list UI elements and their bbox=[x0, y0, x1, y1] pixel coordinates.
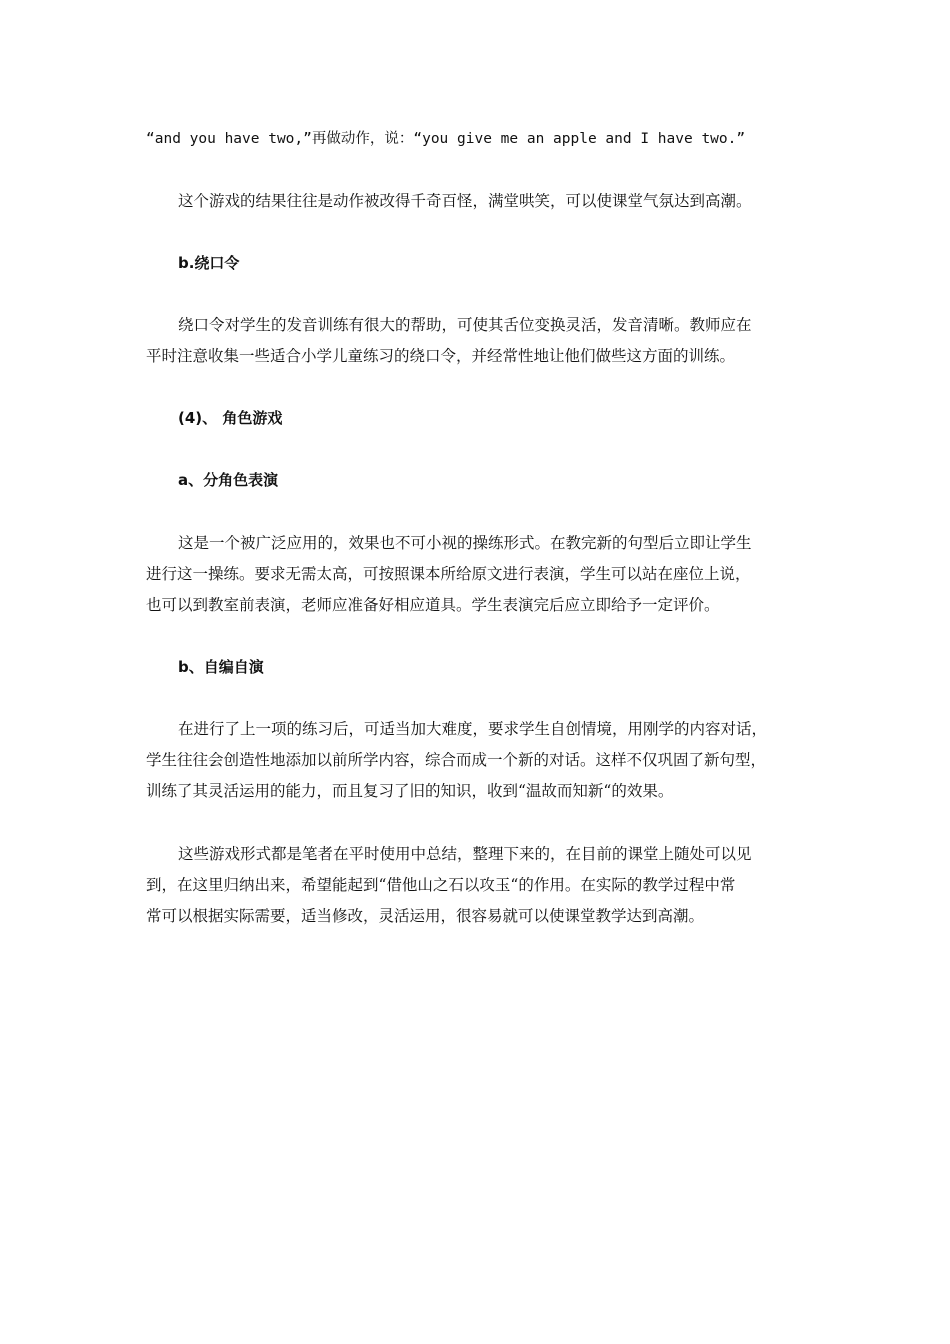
paragraph-line: 常可以根据实际需要，适当修改，灵活运用，很容易就可以使课堂教学达到高潮。 bbox=[146, 907, 705, 925]
paragraph-line: “and you have two,”再做动作，说：“you give me an apple and I have two.” bbox=[146, 131, 746, 147]
paragraph-line: 训练了其灵活运用的能力，而且复习了旧的知识，收到“温故而知新“的效果。 bbox=[146, 782, 674, 800]
paragraph-line: 这是一个被广泛应用的，效果也不可小视的操练形式。在教完新的句型后立即让学生 bbox=[178, 534, 752, 552]
paragraph-line: 到，在这里归纳出来，希望能起到“借他山之石以攻玉“的作用。在实际的教学过程中常 bbox=[146, 876, 736, 894]
paragraph-line: 平时注意收集一些适合小学儿童练习的绕口令，并经常性地让他们做些这方面的训练。 bbox=[146, 347, 736, 365]
paragraph-line: 也可以到教室前表演，老师应准备好相应道具。学生表演完后应立即给予一定评价。 bbox=[146, 596, 720, 614]
section-heading: b、自编自演 bbox=[178, 658, 264, 676]
paragraph-line: 这个游戏的结果往往是动作被改得千奇百怪，满堂哄笑，可以使课堂气氛达到高潮。 bbox=[178, 192, 752, 210]
section-heading: a、分角色表演 bbox=[178, 471, 279, 489]
paragraph-line: 绕口令对学生的发音训练有很大的帮助，可使其舌位变换灵活，发音清晰。教师应在 bbox=[178, 316, 752, 334]
paragraph-line: 在进行了上一项的练习后，可适当加大难度，要求学生自创情境，用刚学的内容对话， bbox=[178, 720, 768, 738]
section-heading: b.绕口令 bbox=[178, 254, 240, 272]
paragraph-line: 进行这一操练。要求无需太高，可按照课本所给原文进行表演，学生可以站在座位上说， bbox=[146, 565, 751, 583]
paragraph-line: 这些游戏形式都是笔者在平时使用中总结，整理下来的，在目前的课堂上随处可以见 bbox=[178, 845, 752, 863]
paragraph-line: 学生往往会创造性地添加以前所学内容，综合而成一个新的对话。这样不仅巩固了新句型， bbox=[146, 751, 767, 769]
section-heading: (4)、 角色游戏 bbox=[178, 409, 283, 427]
